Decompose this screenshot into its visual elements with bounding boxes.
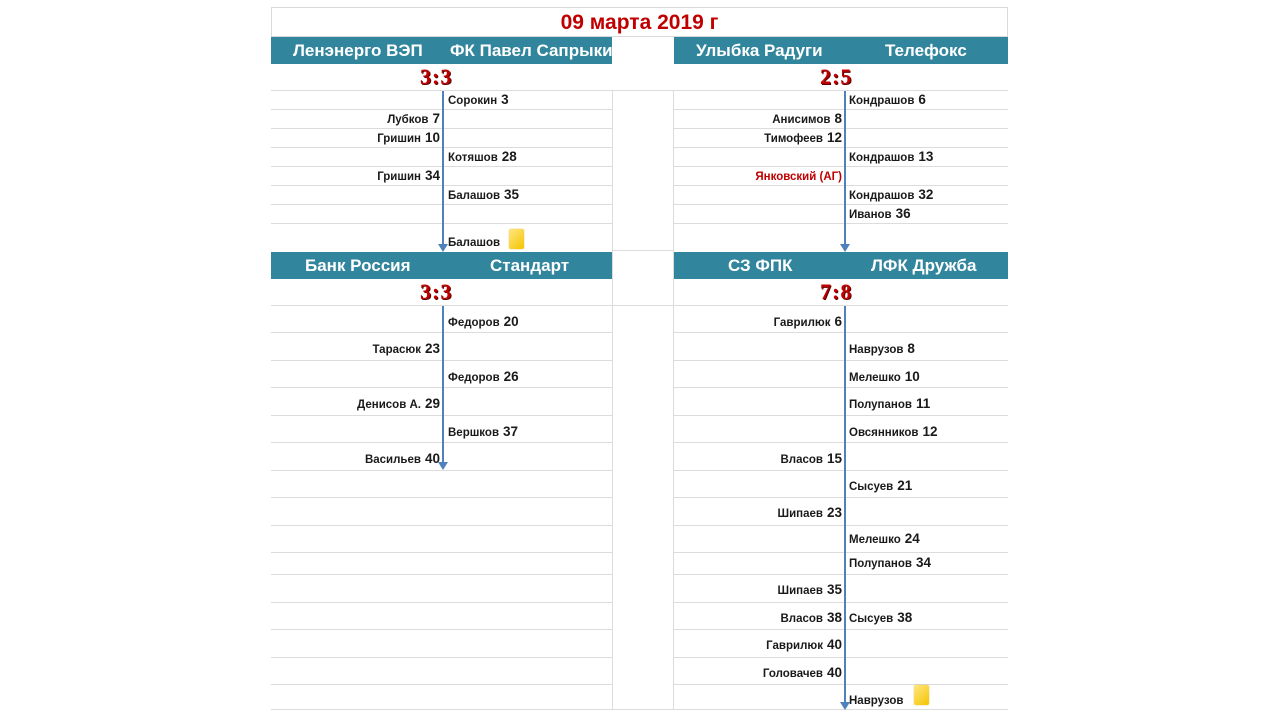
match-4-home-event: Шипаев 23 <box>777 505 842 520</box>
match-4-home-event: Гаврилюк 6 <box>773 314 842 329</box>
match-4-home-team: СЗ ФПК <box>728 256 793 275</box>
match-4-away-event: Мелешко 24 <box>849 531 920 546</box>
match-1-away-event: Сорокин 3 <box>448 92 509 107</box>
match-2-away-team: Телефокс <box>885 41 967 60</box>
match-4-home-event: Гаврилюк 40 <box>766 637 842 652</box>
match-1-timeline <box>442 91 444 246</box>
match-2-own-goal-event: Янковский (АГ) <box>755 171 842 183</box>
match-1-away-event: Балашов <box>448 237 501 249</box>
match-2-score: 2:5 <box>820 64 853 89</box>
match-4-home-event: Головачев 40 <box>762 665 842 680</box>
match-4-away-event: Сысуев 21 <box>849 478 913 493</box>
date-title: 09 марта 2019 г <box>271 7 1008 37</box>
match-2-home-team: Улыбка Радуги <box>696 41 823 60</box>
yellow-card-icon <box>914 685 929 705</box>
match-3-timeline <box>442 306 444 464</box>
match-2-away-event: Кондрашов 6 <box>849 92 926 107</box>
match-4-away-event: Полупанов 34 <box>849 555 931 570</box>
match-1-away-event: Балашов 35 <box>448 187 520 202</box>
match-4-away-event: Мелешко 10 <box>849 369 920 384</box>
match-3-away-event: Федоров 20 <box>448 314 519 329</box>
match-4-away-event: Овсянников 12 <box>849 424 938 439</box>
match-1-home-event: Лубков 7 <box>387 111 440 126</box>
match-4-away-event: Сысуев 38 <box>849 610 913 625</box>
match-3-home-event: Денисов А. 29 <box>357 396 440 411</box>
match-4-away-team: ЛФК Дружба <box>871 256 977 275</box>
match-4-away-event: Наврузов <box>849 695 904 707</box>
match-1-header <box>271 37 623 64</box>
match-1-home-team: Ленэнерго ВЭП <box>293 41 423 60</box>
match-4-away-event: Полупанов 11 <box>849 396 931 411</box>
match-2-away-event: Кондрашов 13 <box>849 149 934 164</box>
match-3-home-event: Тарасюк 23 <box>372 341 440 356</box>
spacer-column <box>612 90 674 710</box>
match-2-home-event: Тимофеев 12 <box>764 130 842 145</box>
match-4-timeline <box>844 306 846 704</box>
match-3-score: 3:3 <box>420 279 453 304</box>
match-2-away-event: Кондрашов 32 <box>849 187 934 202</box>
match-3-away-event: Федоров 26 <box>448 369 519 384</box>
match-4-away-event: Наврузов 8 <box>849 341 915 356</box>
match-4-header <box>674 252 1008 279</box>
match-1-away-team: ФК Павел Сапрыкин <box>450 41 623 60</box>
match-2-header <box>674 37 1008 64</box>
match-1-score: 3:3 <box>420 64 453 89</box>
match-3-away-team: Стандарт <box>490 256 570 275</box>
yellow-card-icon <box>509 229 524 249</box>
match-4-home-event: Власов 15 <box>780 451 842 466</box>
match-3-home-team: Банк Россия <box>305 256 411 275</box>
match-4-score: 7:8 <box>820 279 853 304</box>
match-2-home-event: Анисимов 8 <box>772 111 842 126</box>
match-4-home-event: Власов 38 <box>780 610 842 625</box>
match-4-home-event: Шипаев 35 <box>777 582 842 597</box>
match-1-home-event: Гришин 10 <box>377 130 440 145</box>
match-2-away-event: Иванов 36 <box>849 206 911 221</box>
match-3-away-event: Вершков 37 <box>448 424 519 439</box>
match-1-away-event: Котяшов 28 <box>448 149 517 164</box>
match-1-home-event: Гришин 34 <box>377 168 440 183</box>
match-3-header <box>271 252 612 279</box>
match-2-timeline <box>844 91 846 246</box>
match-3-home-event: Васильев 40 <box>364 451 440 466</box>
